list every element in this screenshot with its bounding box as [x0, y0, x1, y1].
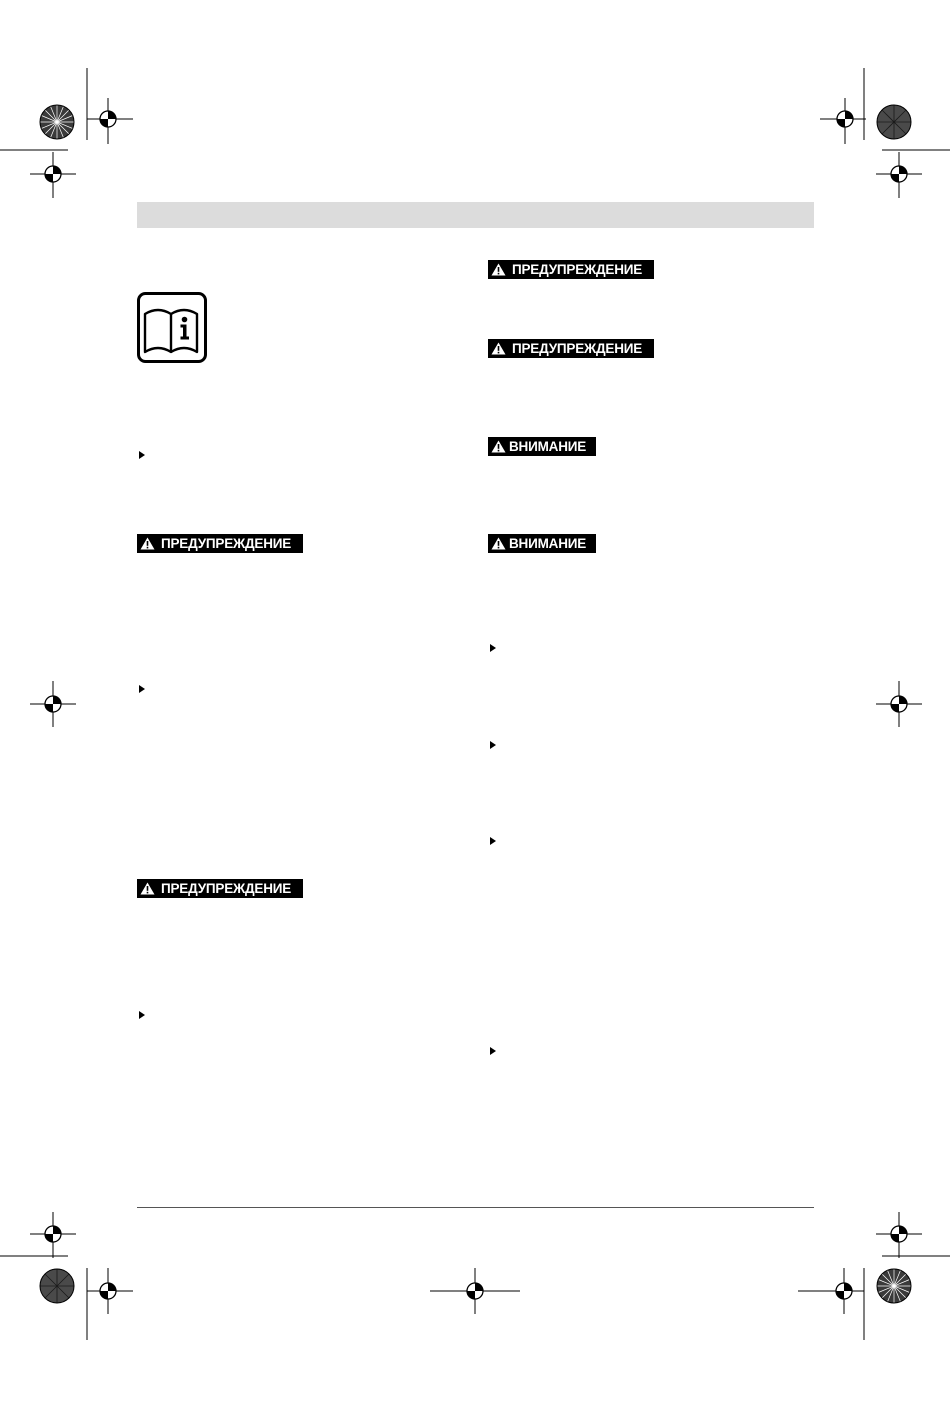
warning-label: ПРЕДУПРЕЖДЕНИЕ	[161, 536, 292, 551]
starburst-target-icon	[39, 1268, 75, 1304]
starburst-target-icon	[876, 104, 912, 140]
starburst-target-icon	[876, 1268, 912, 1304]
starburst-target-icon	[39, 104, 75, 140]
warning-label: ПРЕДУПРЕЖДЕНИЕ	[512, 262, 643, 277]
caution-label: ВНИМАНИЕ	[509, 536, 587, 551]
warning-label: ПРЕДУПРЕЖДЕНИЕ	[512, 341, 643, 356]
warning-label: ПРЕДУПРЕЖДЕНИЕ	[161, 881, 292, 896]
caution-label: ВНИМАНИЕ	[509, 439, 587, 454]
